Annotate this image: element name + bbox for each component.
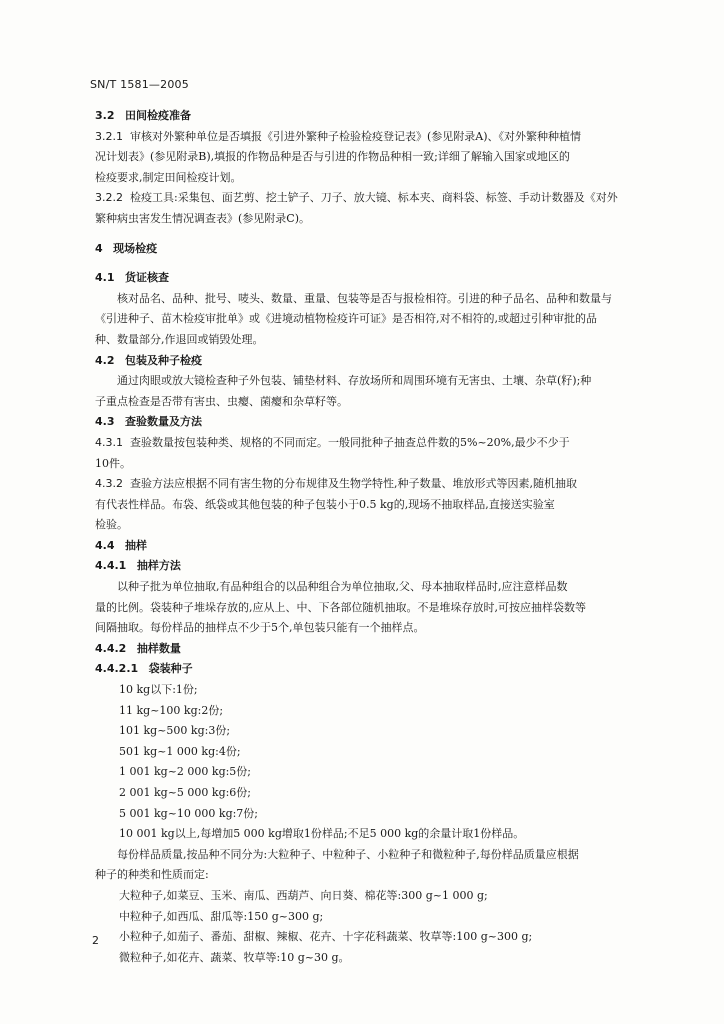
para-4-3-1-line1: 4.3.1 查验数量按包装种类、规格的不同而定。一般同批种子抽查总件数的5%~20%,最少不少于 — [95, 435, 570, 449]
section-heading-4-1: 4.1 货证核查 — [95, 271, 169, 285]
list-item: 11 kg~100 kg:2份; — [119, 703, 224, 717]
para-3-2-1-line1: 3.2.1 审核对外繁种单位是否填报《引进外繁种子检验检疫登记表》(参见附录A)、《对外繁种种植情 — [95, 129, 582, 143]
para-4-3-2-line1: 4.3.2 查验方法应根据不同有害生物的分布规律及生物学特性,种子数量、堆放形式等因素,随机抽取 — [95, 477, 577, 491]
para-3-2-2-line1: 3.2.2 检疫工具:采集包、面艺剪、挖土铲子、刀子、放大镜、标本夹、商料袋、标签、手动计数器及《对外 — [95, 191, 618, 205]
para-4-1-line3: 种、数量部分,作退回或销毁处理。 — [95, 332, 264, 346]
section-heading-4: 4 现场检疫 — [95, 241, 158, 255]
list-item: 5 001 kg~10 000 kg:7份; — [119, 806, 259, 820]
section-heading-4-4-2: 4.4.2 抽样数量 — [95, 641, 181, 655]
para-4-1-line1: 核对品名、品种、批号、唛头、数量、重量、包装等是否与报检相符。引进的种子品名、品种和数量与 — [117, 291, 612, 305]
list-item: 101 kg~500 kg:3份; — [119, 724, 231, 738]
para-4-4-1-line1: 以种子批为单位抽取,有品种组合的以品种组合为单位抽取,父、母本抽取样品时,应注意样品数 — [117, 580, 568, 594]
page-number: 2 — [92, 934, 99, 947]
para-3-2-1-line3: 检疫要求,制定田间检疫计划。 — [95, 170, 242, 184]
para-sample-mass-line1: 每份样品质量,按品种不同分为:大粒种子、中粒种子、小粒种子和微粒种子,每份样品质量应根据 — [117, 847, 579, 861]
section-heading-4-2: 4.2 包装及种子检疫 — [95, 353, 202, 367]
section-heading-4-4: 4.4 抽样 — [95, 538, 147, 552]
standard-code-header: SN/T 1581—2005 — [90, 78, 189, 91]
list-item: 中粒种子,如西瓜、甜瓜等:150 g~300 g; — [119, 909, 324, 923]
section-heading-4-3: 4.3 查验数量及方法 — [95, 415, 202, 429]
para-4-3-1-line2: 10件。 — [95, 456, 131, 470]
para-3-2-1-line2: 况计划表》(参见附录B),填报的作物品种是否与引进的作物品种相一致;详细了解输入国家或地区的 — [95, 150, 570, 164]
list-item: 501 kg~1 000 kg:4份; — [119, 744, 241, 758]
section-heading-4-4-1: 4.4.1 抽样方法 — [95, 559, 181, 573]
list-item: 大粒种子,如菜豆、玉米、南瓜、西葫芦、向日葵、棉花等:300 g~1 000 g; — [119, 888, 488, 902]
list-item: 1 001 kg~2 000 kg:5份; — [119, 765, 252, 779]
para-4-3-2-line2: 有代表性样品。布袋、纸袋或其他包装的种子包装小于0.5 kg的,现场不抽取样品,直接送实验室 — [95, 497, 555, 511]
section-heading-4-4-2-1: 4.4.2.1 袋装种子 — [95, 662, 193, 676]
list-item: 10 kg以下:1份; — [119, 683, 198, 697]
section-heading-3-2: 3.2 田间检疫准备 — [95, 109, 191, 122]
para-4-2-line2: 子重点检查是否带有害虫、虫瘿、菌瘿和杂草籽等。 — [95, 394, 348, 408]
list-item: 微粒种子,如花卉、蔬菜、牧草等:10 g~30 g。 — [119, 950, 350, 964]
para-4-4-1-line2: 量的比例。袋装种子堆垛存放的,应从上、中、下各部位随机抽取。不是堆垛存放时,可按应抽样袋数等 — [95, 600, 586, 614]
list-item: 小粒种子,如茄子、番茄、甜椒、辣椒、花卉、十字花科蔬菜、牧草等:100 g~300 g; — [119, 930, 533, 944]
document-body — [95, 106, 663, 968]
para-3-2-2-line2: 繁种病虫害发生情况调查表》(参见附录C)。 — [95, 211, 310, 225]
para-4-2-line1: 通过肉眼或放大镜检查种子外包装、铺垫材料、存放场所和周围环境有无害虫、土壤、杂草(籽);种 — [117, 374, 592, 388]
list-item: 2 001 kg~5 000 kg:6份; — [119, 786, 252, 799]
para-4-1-line2: 《引进种子、苗木检疫审批单》或《进境动植物检疫许可证》是否相符,对不相符的,或超过引种审批的品 — [95, 312, 597, 326]
para-4-3-2-line3: 检验。 — [95, 518, 128, 532]
para-sample-mass-line2: 种子的种类和性质而定: — [95, 868, 209, 882]
para-4-4-1-line3: 间隔抽取。每份样品的抽样点不少于5个,单包装只能有一个抽样点。 — [95, 621, 425, 635]
list-item: 10 001 kg以上,每增加5 000 kg增取1份样品;不足5 000 kg的余量计取1份样品。 — [119, 827, 525, 841]
